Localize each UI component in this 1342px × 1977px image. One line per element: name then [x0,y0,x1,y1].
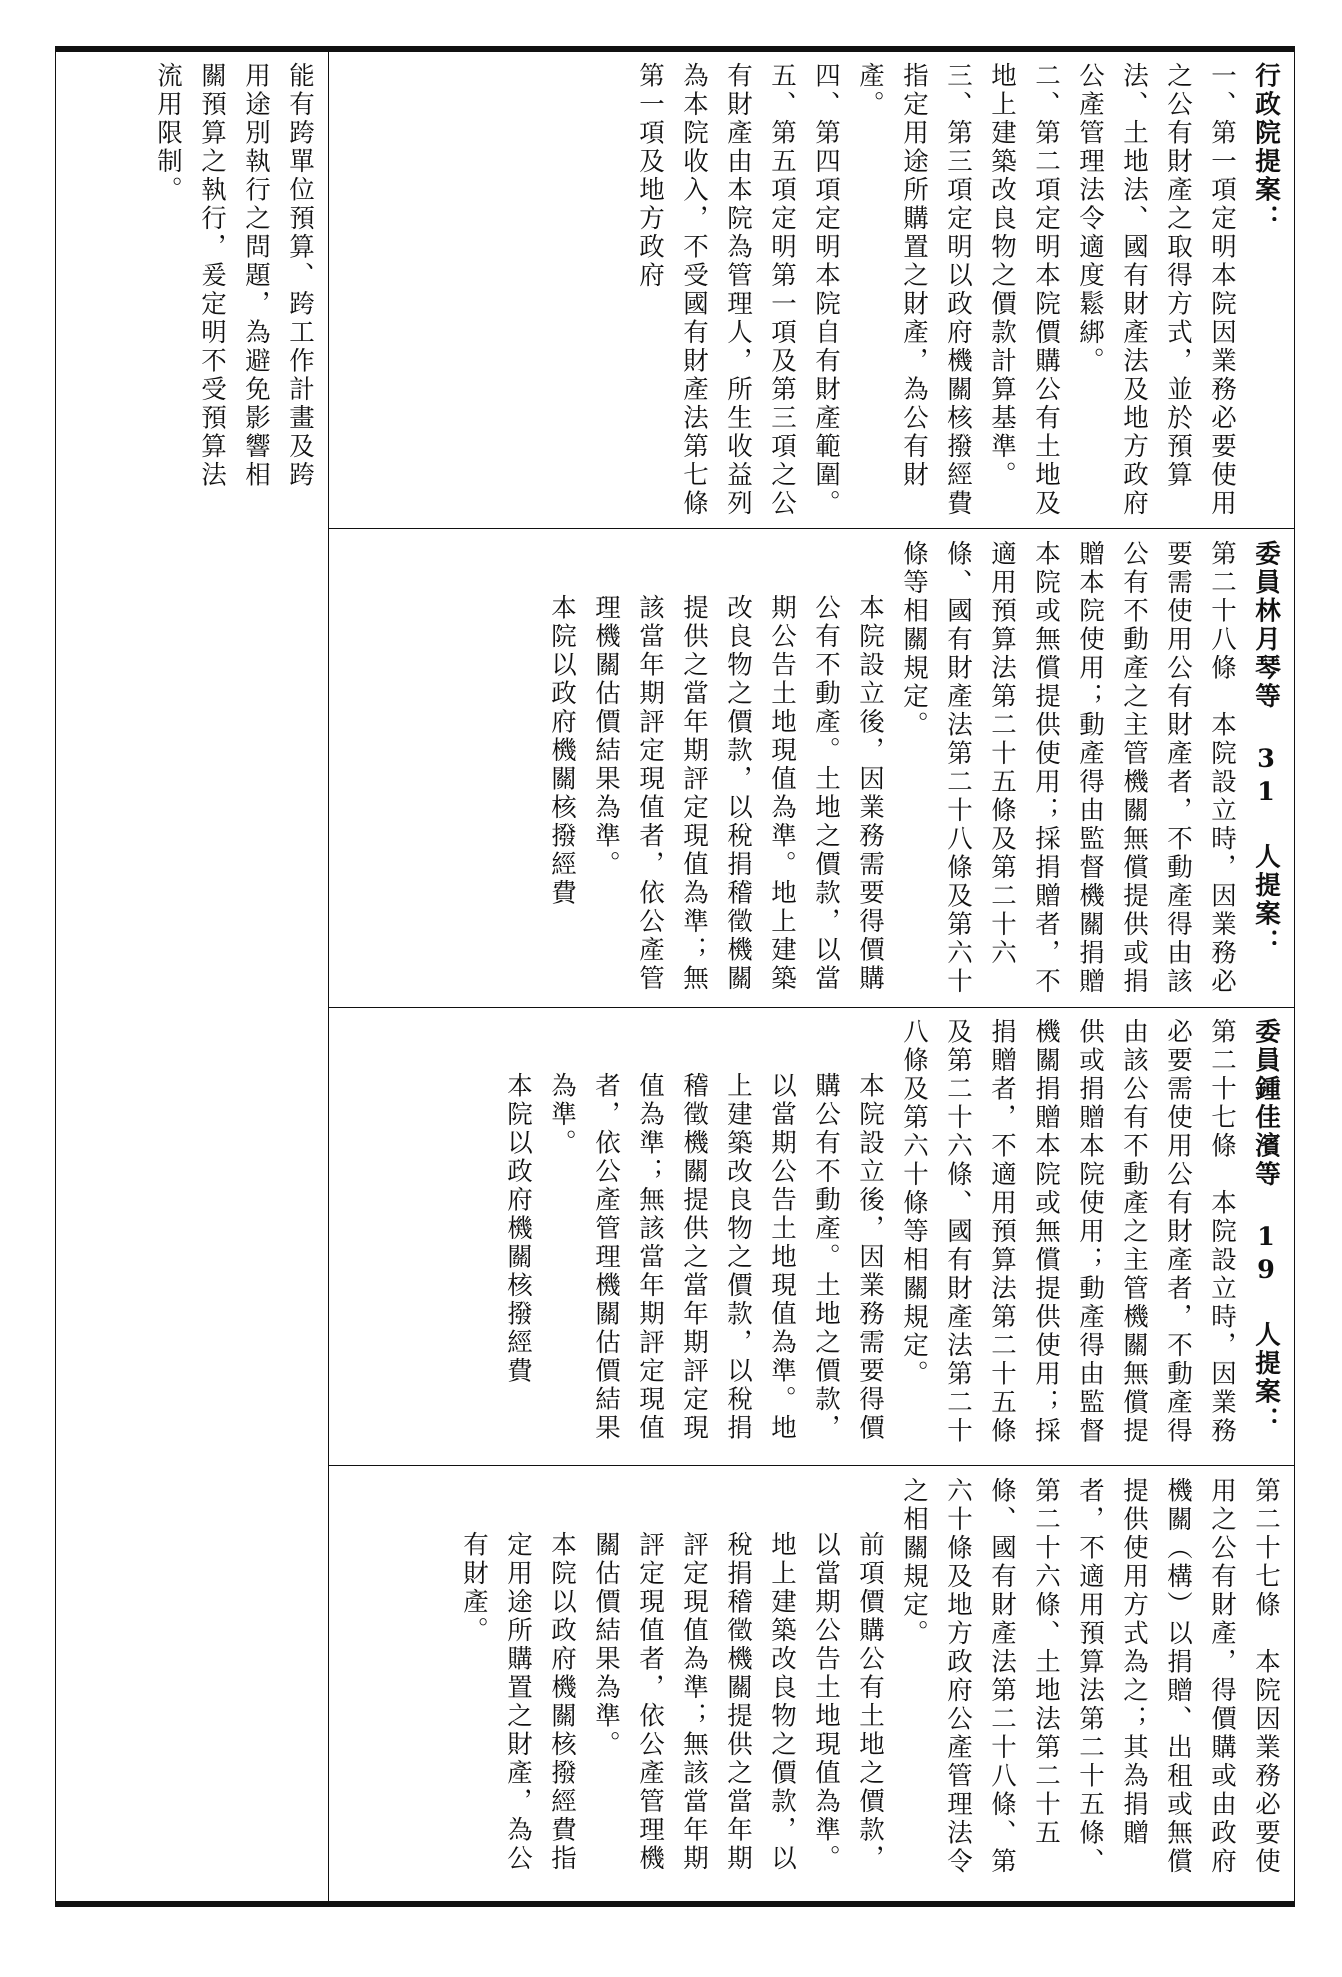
continuation-line: 能有跨單位預算、跨工作計畫及跨 [285,62,315,490]
exec-yuan-title: 行政院提案： [1251,62,1281,233]
exec-yuan-item: 五、第五項定明第一項及第三項之公有財產由本院為管理人，所生收益列為本院收入，不受國有財產法第七條第一項及地方政府 [635,62,797,518]
article-27-para-1: 第二十七條 本院因業務必要使用之公有財產，得價購或由政府機關（構）以捐贈、出租或無償提供使用方式為之；其為捐贈者，不適用預算法第二十五條、第二十六條、土地法第二十五條、國有財產法第二十八條、第六十條及地方政府公產管理法令之相關規定。 [899,1477,1281,1876]
exec-yuan-item: 一、第一項定明本院因業務必要使用之公有財產之取得方式，並於預算法、土地法、國有財產法及地方政府公產管理法令適度鬆綁。 [1075,62,1237,518]
bottom-rule [55,1901,1295,1907]
zhong-paragraph-2: 本院設立後，因業務需要得價購公有不動產。土地之價款，以當期公告土地現值為準。地上建築改良物之價款，以稅捐稽徵機關提供之當年期評定現值為準；無該當年期評定現值者，依公產管理機關估價結果為準。 [547,1071,885,1443]
lin-paragraph-2: 本院設立後，因業務需要得價購公有不動產。土地之價款，以當期公告土地現值為準。地上建築改良物之價款，以稅捐稽徵機關提供之當年期評定現值為準；無該當年期評定現值者，依公產管理機關估價結果為準。 [591,593,885,993]
article-27-text [336,1477,1288,1891]
continuation-text [60,62,322,517]
continuation-line: 流用限制。 [153,62,183,205]
exec-yuan-item: 二、第二項定明本院價購公有土地及地上建築改良物之價款計算基準。 [987,62,1061,518]
continuation-line: 用途別執行之問題，為避免影響相 [241,62,271,490]
lin-proposal-title: 委員林月琴等 31 人提案： [1251,540,1281,957]
exec-yuan-item: 四、第四項定明本院自有財產範圍。 [811,62,841,518]
top-rule [55,46,1295,52]
article-27-para-2: 前項價購公有土地之價款，以當期公告土地現值為準。地上建築改良物之價款，以稅捐稽徵機關提供之當年期評定現值為準；無該當年期評定現值者，依公產管理機關估價結果為準。 [591,1530,885,1873]
row-divider-1 [328,528,1295,529]
frame-right [1294,50,1295,1903]
exec-yuan-item: 三、第三項定明以政府機關核撥經費指定用途所購置之財產，為公有財產。 [855,62,973,518]
article-27-para-3: 本院以政府機關核撥經費指定用途所購置之財產，為公有財產。 [459,1530,577,1873]
zhong-article-text: 第二十七條 本院設立時，因業務必要需使用公有財產者，不動產得由該公有不動產之主管機關無償提供或捐贈本院使用；動產得由監督機關捐贈本院或無償提供使用；採捐贈者，不適用預算法第二十五條及第二十六條、國有財產法第二十八條及第六十條等相關規定。 [899,1018,1237,1446]
row-divider-2 [328,1007,1295,1008]
lin-proposal [336,540,1288,998]
lin-article-text: 第二十八條 本院設立時，因業務必要需使用公有財產者，不動產得由該公有不動產之主管機關無償提供或捐贈本院使用；動產得由監督機關捐贈本院或無償提供使用；採捐贈者，不適用預算法第二十五條及第二十六條、國有財產法第二十八條及第六十條等相關規定。 [899,540,1237,996]
column-divider [328,50,329,1903]
zhong-proposal-title: 委員鍾佳濱等 19 人提案： [1251,1018,1281,1435]
zhong-proposal [336,1018,1288,1458]
continuation-line: 關預算之執行，爰定明不受預算法 [197,62,227,490]
row-divider-3 [328,1465,1295,1466]
frame-left [55,50,56,1903]
zhong-paragraph-3: 本院以政府機關核撥經費 [503,1071,533,1386]
lin-paragraph-3: 本院以政府機關核撥經費 [547,593,577,908]
exec-yuan-proposal [336,62,1288,520]
